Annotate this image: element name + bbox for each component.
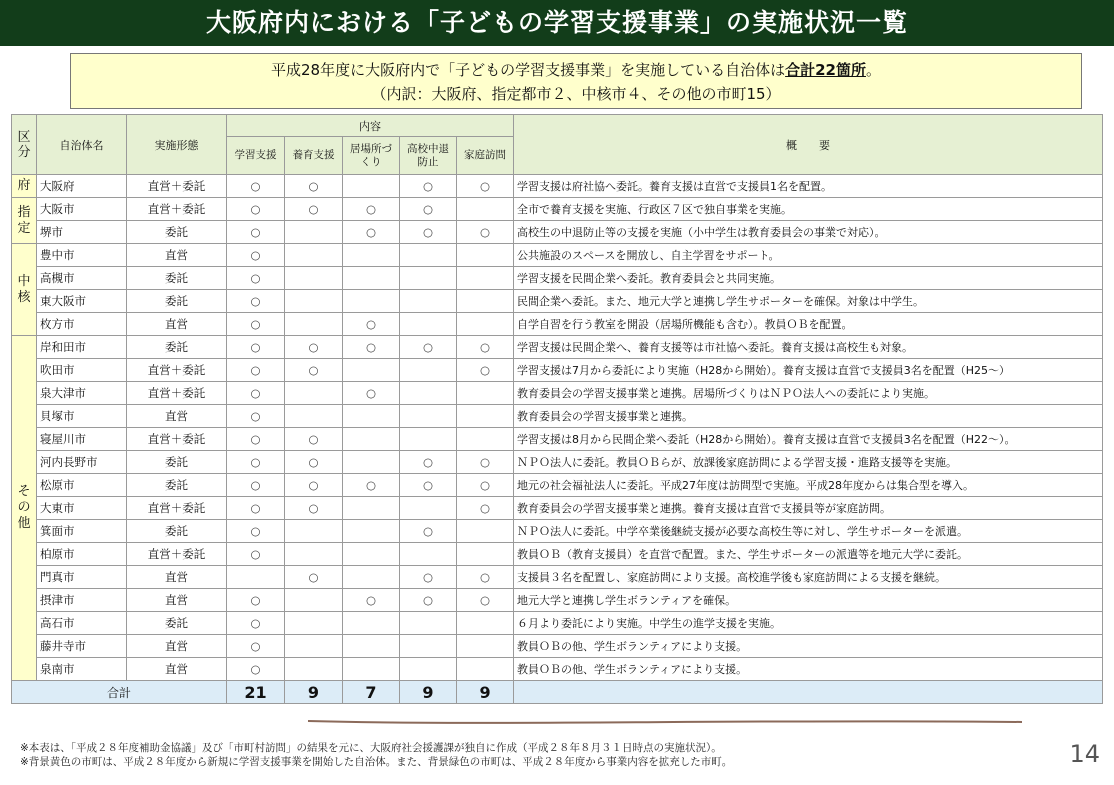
content-mark-cell bbox=[343, 244, 400, 267]
municipality-cell: 大東市 bbox=[37, 497, 127, 520]
header-learning-support: 学習支援 bbox=[227, 137, 285, 175]
table-row bbox=[12, 543, 1103, 566]
implementation-form-cell: 直営 bbox=[127, 313, 227, 336]
content-mark-cell bbox=[400, 313, 457, 336]
implementation-form-cell: 委託 bbox=[127, 221, 227, 244]
category-cell bbox=[12, 198, 37, 244]
total-blank bbox=[514, 681, 1103, 704]
table-row bbox=[12, 313, 1103, 336]
content-mark-cell: ○ bbox=[285, 359, 343, 382]
implementation-form-cell: 直営 bbox=[127, 566, 227, 589]
hand-drawn-stroke bbox=[300, 715, 1030, 729]
content-mark-cell: ○ bbox=[227, 382, 285, 405]
content-mark-cell: ○ bbox=[227, 244, 285, 267]
content-mark-cell bbox=[457, 290, 514, 313]
table-row bbox=[12, 497, 1103, 520]
content-mark-cell: ○ bbox=[343, 198, 400, 221]
content-mark-cell bbox=[457, 382, 514, 405]
overview-cell: ＮＰＯ法人に委託。中学卒業後継続支援が必要な高校生等に対し、学生サポーターを派遣。 bbox=[514, 520, 1103, 543]
implementation-form-cell: 直営 bbox=[127, 244, 227, 267]
header-overview: 概 要 bbox=[514, 115, 1103, 175]
content-mark-cell: ○ bbox=[227, 543, 285, 566]
implementation-form-cell: 委託 bbox=[127, 267, 227, 290]
table-row bbox=[12, 336, 1103, 359]
content-mark-cell: ○ bbox=[227, 474, 285, 497]
implementation-form-cell: 直営＋委託 bbox=[127, 382, 227, 405]
content-mark-cell bbox=[343, 267, 400, 290]
implementation-form-cell: 直営＋委託 bbox=[127, 359, 227, 382]
municipality-cell: 高石市 bbox=[37, 612, 127, 635]
table-row bbox=[12, 612, 1103, 635]
content-mark-cell: ○ bbox=[227, 336, 285, 359]
content-mark-cell: ○ bbox=[227, 520, 285, 543]
municipality-cell: 松原市 bbox=[37, 474, 127, 497]
content-mark-cell: ○ bbox=[227, 635, 285, 658]
implementation-form-cell: 直営 bbox=[127, 658, 227, 681]
content-mark-cell bbox=[400, 658, 457, 681]
content-mark-cell bbox=[285, 658, 343, 681]
content-mark-cell: ○ bbox=[400, 336, 457, 359]
page-number: 14 bbox=[1069, 740, 1100, 768]
table-row bbox=[12, 267, 1103, 290]
content-mark-cell bbox=[457, 520, 514, 543]
content-mark-cell bbox=[285, 290, 343, 313]
overview-cell: 教育委員会の学習支援事業と連携。居場所づくりはＮＰＯ法人への委託により実施。 bbox=[514, 382, 1103, 405]
content-mark-cell bbox=[400, 382, 457, 405]
content-mark-cell bbox=[457, 543, 514, 566]
municipality-cell: 柏原市 bbox=[37, 543, 127, 566]
content-mark-cell: ○ bbox=[285, 428, 343, 451]
category-char: 他 bbox=[17, 516, 31, 531]
overview-cell: 教育委員会の学習支援事業と連携。養育支援は直営で支援員等が家庭訪問。 bbox=[514, 497, 1103, 520]
implementation-form-cell: 直営＋委託 bbox=[127, 497, 227, 520]
content-mark-cell bbox=[343, 658, 400, 681]
content-mark-cell bbox=[400, 290, 457, 313]
overview-cell: 公共施設のスペースを開放し、自主学習をサポート。 bbox=[514, 244, 1103, 267]
content-mark-cell: ○ bbox=[400, 175, 457, 198]
content-mark-cell: ○ bbox=[343, 313, 400, 336]
content-mark-cell: ○ bbox=[343, 382, 400, 405]
table-row bbox=[12, 244, 1103, 267]
content-mark-cell bbox=[285, 589, 343, 612]
content-mark-cell: ○ bbox=[227, 221, 285, 244]
content-mark-cell: ○ bbox=[343, 589, 400, 612]
total-label: 合計 bbox=[12, 681, 227, 704]
overview-cell: 教員ＯＢの他、学生ボランティアにより支援。 bbox=[514, 635, 1103, 658]
header-municipality: 自治体名 bbox=[37, 115, 127, 175]
content-mark-cell bbox=[400, 543, 457, 566]
content-mark-cell: ○ bbox=[457, 589, 514, 612]
content-mark-cell: ○ bbox=[227, 198, 285, 221]
content-mark-cell: ○ bbox=[457, 221, 514, 244]
content-mark-cell bbox=[400, 497, 457, 520]
content-mark-cell bbox=[457, 198, 514, 221]
content-mark-cell: ○ bbox=[400, 474, 457, 497]
overview-cell: 支援員３名を配置し、家庭訪問により支援。高校進学後も家庭訪問による支援を継続。 bbox=[514, 566, 1103, 589]
total-value: 7 bbox=[343, 681, 400, 704]
total-value: 9 bbox=[285, 681, 343, 704]
content-mark-cell bbox=[400, 244, 457, 267]
category-cell bbox=[12, 336, 37, 681]
municipality-cell: 摂津市 bbox=[37, 589, 127, 612]
content-mark-cell bbox=[457, 267, 514, 290]
overview-cell: 学習支援は府社協へ委託。養育支援は直営で支援員1名を配置。 bbox=[514, 175, 1103, 198]
overview-cell: 高校生の中退防止等の支援を実施（小中学生は教育委員会の事業で対応）。 bbox=[514, 221, 1103, 244]
municipality-cell: 貝塚市 bbox=[37, 405, 127, 428]
header-place-making: 居場所づくり bbox=[343, 137, 400, 175]
table-row bbox=[12, 658, 1103, 681]
footnotes bbox=[20, 741, 732, 769]
content-mark-cell: ○ bbox=[400, 221, 457, 244]
content-mark-cell: ○ bbox=[285, 474, 343, 497]
content-mark-cell bbox=[400, 612, 457, 635]
content-mark-cell bbox=[285, 244, 343, 267]
overview-cell: ＮＰＯ法人に委託。教員ＯＢらが、放課後家庭訪問による学習支援・進路支援等を実施。 bbox=[514, 451, 1103, 474]
summary-line-2: （内訳：大阪府、指定都市２、中核市４、その他の市町15） bbox=[371, 85, 781, 103]
content-mark-cell: ○ bbox=[400, 451, 457, 474]
total-value: 21 bbox=[227, 681, 285, 704]
overview-cell: ６月より委託により実施。中学生の進学支援を実施。 bbox=[514, 612, 1103, 635]
category-char: の bbox=[17, 500, 31, 515]
content-mark-cell bbox=[457, 405, 514, 428]
content-mark-cell: ○ bbox=[457, 497, 514, 520]
header-form: 実施形態 bbox=[127, 115, 227, 175]
content-mark-cell bbox=[285, 520, 343, 543]
content-mark-cell: ○ bbox=[227, 359, 285, 382]
content-mark-cell: ○ bbox=[285, 175, 343, 198]
content-mark-cell: ○ bbox=[400, 566, 457, 589]
content-mark-cell bbox=[457, 635, 514, 658]
content-mark-cell bbox=[285, 382, 343, 405]
content-mark-cell: ○ bbox=[343, 474, 400, 497]
content-mark-cell bbox=[400, 635, 457, 658]
implementation-form-cell: 直営＋委託 bbox=[127, 198, 227, 221]
content-mark-cell bbox=[343, 359, 400, 382]
overview-cell: 学習支援は8月から民間企業へ委託（H28から開始）。養育支援は直営で支援員3名を配置（H22〜）。 bbox=[514, 428, 1103, 451]
municipality-cell: 箕面市 bbox=[37, 520, 127, 543]
content-mark-cell bbox=[285, 313, 343, 336]
content-mark-cell bbox=[457, 313, 514, 336]
municipality-cell: 大阪府 bbox=[37, 175, 127, 198]
header-home-visit: 家庭訪問 bbox=[457, 137, 514, 175]
category-cell bbox=[12, 175, 37, 198]
content-mark-cell bbox=[457, 658, 514, 681]
content-mark-cell bbox=[343, 635, 400, 658]
content-mark-cell bbox=[400, 267, 457, 290]
implementation-form-cell: 委託 bbox=[127, 520, 227, 543]
header-content-group: 内容 bbox=[227, 115, 514, 137]
municipality-cell: 東大阪市 bbox=[37, 290, 127, 313]
footnote-2: ※背景黄色の市町は、平成２８年度から新規に学習支援事業を開始した自治体。また、背景緑色の市町は、平成２８年度から事業内容を拡充した市町。 bbox=[20, 756, 733, 768]
table-row bbox=[12, 359, 1103, 382]
implementation-table bbox=[11, 114, 1103, 704]
content-mark-cell: ○ bbox=[285, 566, 343, 589]
content-mark-cell bbox=[400, 428, 457, 451]
content-mark-cell bbox=[457, 244, 514, 267]
table-row bbox=[12, 635, 1103, 658]
page-title: 大阪府内における「子どもの学習支援事業」の実施状況一覧 bbox=[0, 0, 1114, 46]
summary-suffix: 。 bbox=[865, 61, 881, 79]
content-mark-cell bbox=[343, 566, 400, 589]
content-mark-cell: ○ bbox=[400, 198, 457, 221]
implementation-form-cell: 直営 bbox=[127, 589, 227, 612]
content-mark-cell: ○ bbox=[227, 313, 285, 336]
content-mark-cell: ○ bbox=[227, 175, 285, 198]
municipality-cell: 大阪市 bbox=[37, 198, 127, 221]
content-mark-cell: ○ bbox=[285, 198, 343, 221]
content-mark-cell: ○ bbox=[457, 336, 514, 359]
overview-cell: 民間企業へ委託。また、地元大学と連携し学生サポーターを確保。対象は中学生。 bbox=[514, 290, 1103, 313]
content-mark-cell: ○ bbox=[227, 451, 285, 474]
content-mark-cell: ○ bbox=[457, 474, 514, 497]
content-mark-cell bbox=[343, 451, 400, 474]
table-row bbox=[12, 520, 1103, 543]
implementation-form-cell: 直営 bbox=[127, 405, 227, 428]
summary-total: 合計22箇所 bbox=[785, 61, 866, 79]
municipality-cell: 泉南市 bbox=[37, 658, 127, 681]
municipality-cell: 河内長野市 bbox=[37, 451, 127, 474]
municipality-cell: 門真市 bbox=[37, 566, 127, 589]
implementation-form-cell: 直営 bbox=[127, 635, 227, 658]
content-mark-cell: ○ bbox=[343, 336, 400, 359]
table-row bbox=[12, 405, 1103, 428]
category-char: 定 bbox=[17, 220, 31, 236]
table-row bbox=[12, 451, 1103, 474]
content-mark-cell bbox=[285, 405, 343, 428]
content-mark-cell bbox=[285, 612, 343, 635]
content-mark-cell bbox=[400, 405, 457, 428]
content-mark-cell: ○ bbox=[457, 451, 514, 474]
table-row bbox=[12, 589, 1103, 612]
municipality-cell: 吹田市 bbox=[37, 359, 127, 382]
implementation-form-cell: 直営＋委託 bbox=[127, 428, 227, 451]
content-mark-cell bbox=[343, 290, 400, 313]
content-mark-cell bbox=[227, 566, 285, 589]
overview-cell: 地元の社会福祉法人に委託。平成27年度は訪問型で実施。平成28年度からは集合型を導入。 bbox=[514, 474, 1103, 497]
category-char: 中 bbox=[17, 273, 31, 289]
content-mark-cell bbox=[343, 612, 400, 635]
content-mark-cell: ○ bbox=[457, 175, 514, 198]
overview-cell: 自学自習を行う教室を開設（居場所機能も含む）。教員ＯＢを配置。 bbox=[514, 313, 1103, 336]
content-mark-cell: ○ bbox=[227, 497, 285, 520]
category-char: 指 bbox=[17, 204, 31, 220]
content-mark-cell bbox=[457, 428, 514, 451]
content-mark-cell: ○ bbox=[285, 336, 343, 359]
table-body bbox=[12, 175, 1103, 704]
table-row bbox=[12, 290, 1103, 313]
summary-box bbox=[70, 53, 1082, 109]
table-row bbox=[12, 428, 1103, 451]
overview-cell: 教員ＯＢの他、学生ボランティアにより支援。 bbox=[514, 658, 1103, 681]
content-mark-cell: ○ bbox=[227, 290, 285, 313]
municipality-cell: 岸和田市 bbox=[37, 336, 127, 359]
header-category: 区分 bbox=[12, 115, 37, 175]
summary-line-1 bbox=[71, 58, 1081, 82]
overview-cell: 全市で養育支援を実施、行政区７区で独自事業を実施。 bbox=[514, 198, 1103, 221]
content-mark-cell: ○ bbox=[227, 612, 285, 635]
category-char: 核 bbox=[17, 289, 31, 305]
overview-cell: 教員ＯＢ（教育支援員）を直営で配置。また、学生サポーターの派遣等を地元大学に委託。 bbox=[514, 543, 1103, 566]
content-mark-cell bbox=[285, 543, 343, 566]
overview-cell: 学習支援を民間企業へ委託。教育委員会と共同実施。 bbox=[514, 267, 1103, 290]
content-mark-cell bbox=[285, 267, 343, 290]
table-row bbox=[12, 221, 1103, 244]
content-mark-cell bbox=[343, 405, 400, 428]
municipality-cell: 豊中市 bbox=[37, 244, 127, 267]
content-mark-cell: ○ bbox=[285, 451, 343, 474]
overview-cell: 学習支援は民間企業へ、養育支援等は市社協へ委託。養育支援は高校生も対象。 bbox=[514, 336, 1103, 359]
municipality-cell: 高槻市 bbox=[37, 267, 127, 290]
content-mark-cell: ○ bbox=[227, 405, 285, 428]
content-mark-cell: ○ bbox=[343, 221, 400, 244]
content-mark-cell bbox=[343, 497, 400, 520]
content-mark-cell bbox=[400, 359, 457, 382]
overview-cell: 学習支援は7月から委託により実施（H28から開始）。養育支援は直営で支援員3名を配置（H25〜） bbox=[514, 359, 1103, 382]
content-mark-cell bbox=[285, 221, 343, 244]
header-care-support: 養育支援 bbox=[285, 137, 343, 175]
content-mark-cell: ○ bbox=[400, 589, 457, 612]
overview-cell: 教育委員会の学習支援事業と連携。 bbox=[514, 405, 1103, 428]
content-mark-cell: ○ bbox=[457, 359, 514, 382]
summary-prefix: 平成28年度に大阪府内で「子どもの学習支援事業」を実施している自治体は bbox=[271, 61, 786, 79]
content-mark-cell bbox=[343, 543, 400, 566]
implementation-form-cell: 委託 bbox=[127, 336, 227, 359]
overview-cell: 地元大学と連携し学生ボランティアを確保。 bbox=[514, 589, 1103, 612]
content-mark-cell bbox=[343, 428, 400, 451]
content-mark-cell bbox=[457, 612, 514, 635]
total-row bbox=[12, 681, 1103, 704]
content-mark-cell bbox=[343, 520, 400, 543]
implementation-form-cell: 委託 bbox=[127, 451, 227, 474]
content-mark-cell bbox=[285, 635, 343, 658]
total-value: 9 bbox=[457, 681, 514, 704]
implementation-form-cell: 委託 bbox=[127, 290, 227, 313]
content-mark-cell: ○ bbox=[227, 267, 285, 290]
table-row bbox=[12, 474, 1103, 497]
implementation-form-cell: 委託 bbox=[127, 474, 227, 497]
table-row bbox=[12, 382, 1103, 405]
implementation-form-cell: 直営＋委託 bbox=[127, 543, 227, 566]
municipality-cell: 寝屋川市 bbox=[37, 428, 127, 451]
content-mark-cell: ○ bbox=[227, 658, 285, 681]
implementation-form-cell: 直営＋委託 bbox=[127, 175, 227, 198]
table-row bbox=[12, 198, 1103, 221]
municipality-cell: 堺市 bbox=[37, 221, 127, 244]
municipality-cell: 泉大津市 bbox=[37, 382, 127, 405]
municipality-cell: 藤井寺市 bbox=[37, 635, 127, 658]
municipality-cell: 枚方市 bbox=[37, 313, 127, 336]
category-char: そ bbox=[17, 484, 31, 499]
content-mark-cell: ○ bbox=[227, 589, 285, 612]
table-row bbox=[12, 175, 1103, 198]
content-mark-cell: ○ bbox=[285, 497, 343, 520]
footnote-1: ※本表は、「平成２８年度補助金協議」及び「市町村訪問」の結果を元に、大阪府社会援護課が独自に作成（平成２８年８月３１日時点の実施状況）。 bbox=[20, 742, 722, 754]
content-mark-cell: ○ bbox=[457, 566, 514, 589]
content-mark-cell bbox=[343, 175, 400, 198]
category-cell bbox=[12, 244, 37, 336]
total-value: 9 bbox=[400, 681, 457, 704]
header-dropout-prevention: 高校中退防止 bbox=[400, 137, 457, 175]
content-mark-cell: ○ bbox=[400, 520, 457, 543]
category-char: 府 bbox=[17, 178, 31, 193]
content-mark-cell: ○ bbox=[227, 428, 285, 451]
implementation-form-cell: 委託 bbox=[127, 612, 227, 635]
table-row bbox=[12, 566, 1103, 589]
